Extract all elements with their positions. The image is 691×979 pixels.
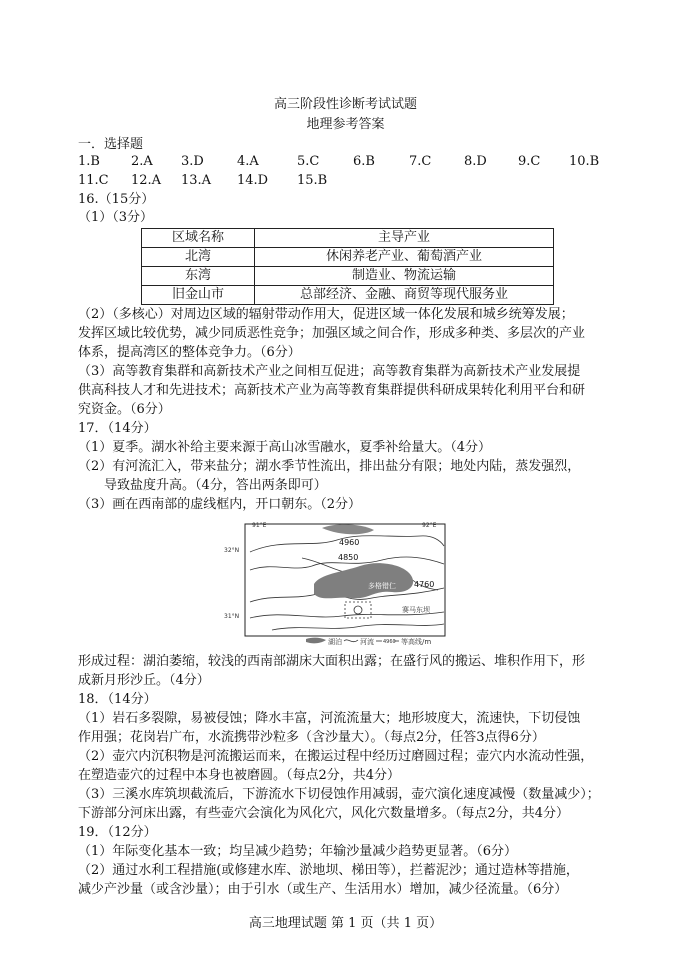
- lake-map: [224, 518, 450, 648]
- table-cell: 休闲养老产业、葡萄酒产业: [255, 248, 554, 267]
- legend-river-swatch: [344, 640, 358, 642]
- paragraph-line: 导致盐度升高。（4分，答出两条即可）: [104, 478, 327, 493]
- question-heading: 17．（14分）: [78, 421, 157, 436]
- legend-label: 河流: [360, 638, 374, 646]
- paragraph-line: （3）三溪水库筑坝截流后，下游流水下切侵蚀作用减弱，壶穴演化速度减慢（数量减少）；: [78, 787, 600, 802]
- legend-label: 等高线/m: [401, 638, 432, 646]
- answer-item: 13.A: [181, 173, 212, 188]
- question-heading: 16.（15分）: [78, 192, 155, 207]
- lon-label: 91°E: [252, 522, 267, 529]
- section-heading: 一．选择题: [78, 137, 144, 152]
- lon-label: 92°E: [422, 522, 437, 529]
- paragraph-line: 体系，提高湾区的整体竞争力。（6分）: [78, 345, 301, 360]
- contour-label: 4850: [338, 553, 359, 562]
- lat-label: 31°N: [224, 613, 240, 620]
- question-heading: 19．（12分）: [78, 825, 157, 840]
- lat-label: 32°N: [224, 547, 240, 554]
- table-cell: 东湾: [142, 267, 255, 286]
- page-subtitle: 地理参考答案: [306, 117, 385, 132]
- answer-item: 9.C: [518, 154, 541, 169]
- answer-item: 6.B: [353, 154, 375, 169]
- paragraph-line: 减少产沙量（或含沙量）；由于引水（或生产、生活用水）增加，减少径流量。（6分）: [78, 882, 568, 897]
- table-header-cell: 主导产业: [255, 229, 554, 248]
- contour-label: 4760: [414, 580, 435, 589]
- answer-item: 8.D: [464, 154, 487, 169]
- answer-item: 5.C: [297, 154, 320, 169]
- legend-lake-swatch: [306, 638, 326, 644]
- paragraph-line: 下游部分河床出露，有些壶穴会演化为风化穴，风化穴数量增多。（每点2分，共4分）: [78, 806, 570, 821]
- answer-item: 14.D: [237, 173, 269, 188]
- answer-item: 2.A: [131, 154, 153, 169]
- page-footer: 高三地理试题 第 1 页（共 1 页）: [248, 916, 443, 931]
- table-cell: 总部经济、金融、商贸等现代服务业: [255, 286, 554, 305]
- contour-label: 4960: [339, 538, 360, 547]
- table-cell: 北湾: [142, 248, 255, 267]
- answer-item: 7.C: [409, 154, 432, 169]
- paragraph-line: （2）有河流汇入，带来盐分；湖水季节性流出，排出盐分有限；地处内陆，蒸发强烈，: [78, 459, 581, 474]
- industry-table: [141, 228, 554, 305]
- answers-row-2: [78, 172, 327, 190]
- table-header-cell: 区域名称: [142, 229, 255, 248]
- table-row: [142, 267, 554, 286]
- place-label: 赛马东坝: [402, 606, 430, 614]
- paragraph: （1）（3分）: [78, 210, 154, 225]
- answer-item: 12.A: [131, 173, 162, 188]
- paragraph-line: （1）年际变化基本一致；均呈减少趋势；年输沙量减少趋势更显著。（6分）: [78, 844, 518, 859]
- paragraph-line: （3）高等教育集群和高新技术产业之间相互促进；高等教育集群为高新技术产业发展提: [78, 364, 581, 379]
- answer-item: 1.B: [78, 154, 100, 169]
- paragraph-line: 究资金。（6分）: [78, 402, 171, 417]
- answer-item: 15.B: [297, 173, 328, 188]
- table-cell: 制造业、物流运输: [255, 267, 554, 286]
- paragraph-line: （3）画在西南部的虚线框内，开口朝东。（2分）: [78, 497, 362, 512]
- page-title: 高三阶段性诊断考试试题: [273, 97, 417, 112]
- answer-item: 10.B: [569, 154, 600, 169]
- table-cell: 旧金山市: [142, 286, 255, 305]
- answer-item: 3.D: [181, 154, 204, 169]
- paragraph-line: （2）通过水利工程措施(或修建水库、淤地坝、梯田等），拦蓄泥沙；通过造林等措施，: [78, 863, 579, 878]
- lake-name-label: 多格错仁: [368, 582, 396, 590]
- paragraph-line: （1）夏季。湖水补给主要来源于高山冰雪融水，夏季补给量大。（4分）: [78, 440, 492, 455]
- table-row: [142, 286, 554, 305]
- paragraph-line: （2）壶穴内沉积物是河流搬运而来，在搬运过程中经历过磨圆过程；壶穴内水流动性强，: [78, 749, 594, 764]
- table-row: [142, 248, 554, 267]
- paragraph-line: 成新月形沙丘。（4分）: [78, 673, 210, 688]
- paragraph-line: 形成过程：湖泊萎缩，较浅的西南部湖床大面积出露；在盛行风的搬运、堆积作用下，形: [78, 654, 586, 669]
- paragraph-line: （2）（多核心）对周边区域的辐射带动作用大，促进区域一体化发展和城乡统筹发展；: [78, 307, 574, 322]
- paragraph-line: 发挥区域比较优势，减少同质恶性竞争；加强区域之间合作，形成多种类、多层次的产业: [78, 326, 586, 341]
- answer-item: 11.C: [78, 173, 109, 188]
- question-heading: 18．（14分）: [78, 692, 157, 707]
- legend-sample-value: 4960: [383, 639, 396, 645]
- table-header-row: [142, 229, 554, 248]
- paragraph-line: 在塑造壶穴的过程中本身也被磨圆。（每点2分，共4分）: [78, 768, 401, 783]
- paragraph-line: （1）岩石多裂隙，易被侵蚀；降水丰富，河流流量大；地形坡度大，流速快，下切侵蚀: [78, 711, 581, 726]
- paragraph-line: 作用强；花岗岩广布，水流携带沙粒多（含沙量大）。（每点2分，任答3点得6分）: [78, 730, 545, 745]
- legend-label: 湖泊: [328, 638, 342, 646]
- answer-item: 4.A: [237, 154, 259, 169]
- answers-row-1: [78, 153, 599, 171]
- paragraph-line: 供高科技人才和先进技术；高新技术产业为高等教育集群提供科研成果转化利用平台和研: [78, 383, 586, 398]
